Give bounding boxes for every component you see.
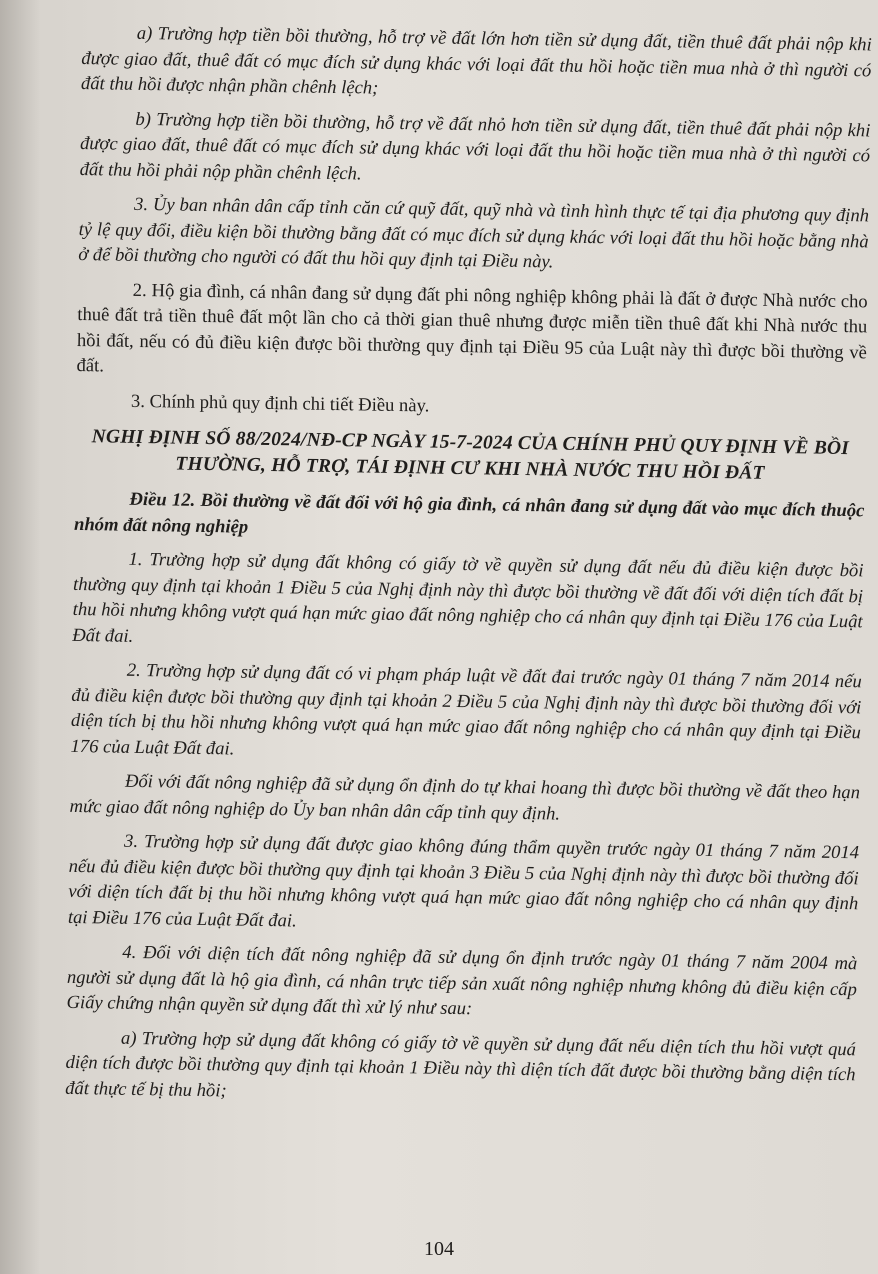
decree-heading: NGHỊ ĐỊNH SỐ 88/2024/NĐ-CP NGÀY 15-7-2024 CỦA CHÍNH PHỦ QUY ĐỊNH VỀ BỒI THƯỜNG, HỖ TRỢ, TÁI ĐỊNH CƯ KHI NHÀ NƯỚC THU HỒI ĐẤT xyxy=(91,426,850,484)
paragraph-3-government-detail: 3. Chính phủ quy định chi tiết Điều này. xyxy=(130,390,430,417)
clause-2-reclaimed-land: Đối với đất nông nghiệp đã sử dụng ổn định do tự khai hoang thì được bồi thường về đất theo hạn mức giao đất nông nghiệp do Ủy ban nhân dân cấp tỉnh quy định. xyxy=(69,770,861,825)
paragraph-2-non-agricultural-land: 2. Hộ gia đình, cá nhân đang sử dụng đất phi nông nghiệp không phải là đất ở được Nhà nước cho thuê đất trả tiền thuê đất một lần cho cả thời gian thuê nhưng được miễn tiền thuê đất khi Nhà nước thu hồi đất, nếu có đủ điều kiện được bồi thường quy định tại Điều 95 của Luật này thì được bồi thường về đất. xyxy=(76,279,868,377)
clause-1: 1. Trường hợp sử dụng đất không có giấy tờ về quyền sử dụng đất nếu đủ điều kiện được bồi thường quy định tại khoản 1 Điều 5 của Nghị định này thì được bồi thường về đất đối với diện tích đất bị thu hồi nhưng không vượt quá hạn mức giao đất nông nghiệp cho cá nhân quy định tại Điều 176 của Luật Đất đai. xyxy=(72,548,864,647)
paragraph-3-provincial-committee: 3. Ủy ban nhân dân cấp tỉnh căn cứ quỹ đất, quỹ nhà và tình hình thực tế tại địa phương quy định tỷ lệ quy đổi, điều kiện bồi thường bằng đất có mục đích sử dụng khác với loại đất thu hồi hoặc bằng nhà ở để bồi thường cho người có đất thu hồi quy định tại Điều này. xyxy=(78,193,870,273)
article-12-title: Điều 12. Bồi thường về đất đối với hộ gia đình, cá nhân đang sử dụng đất vào mục đích thuộc nhóm đất nông nghiệp xyxy=(73,488,865,538)
clause-4: 4. Đối với diện tích đất nông nghiệp đã sử dụng ổn định trước ngày 01 tháng 7 năm 2004 mà người sử dụng đất là hộ gia đình, cá nhân trực tiếp sản xuất nông nghiệp nhưng không đủ điều kiện cấp Giấy chứng nhận quyền sử dụng đất thì xử lý như sau: xyxy=(66,941,858,1020)
page-binding-shadow xyxy=(0,0,40,1274)
clause-3: 3. Trường hợp sử dụng đất được giao không đúng thẩm quyền trước ngày 01 tháng 7 năm 2014 nếu đủ điều kiện được bồi thường quy định tại khoản 3 Điều 5 của Nghị định này thì được bồi thường đối với diện tích đất bị thu hồi nhưng không vượt quá hạn mức giao đất nông nghiệp cho cá nhân quy định tại Điều 176 của Luật Đất đai. xyxy=(67,830,860,931)
page-number: 104 xyxy=(424,1238,454,1260)
paragraph-a-higher-compensation: a) Trường hợp tiền bồi thường, hỗ trợ về đất lớn hơn tiền sử dụng đất, tiền thuê đất phải nộp khi được giao đất, thuê đất có mục đích sử dụng khác với loại đất thu hồi hoặc tiền mua nhà ở thì người có đất thu hồi được nhận phần chênh lệch; xyxy=(80,22,872,99)
page-text-body xyxy=(65,20,872,1113)
clause-2: 2. Trường hợp sử dụng đất có vi phạm pháp luật về đất đai trước ngày 01 tháng 7 năm 2014 nếu đủ điều kiện được bồi thường quy định tại khoản 2 Điều 5 của Nghị định này thì được bồi thường đối với diện tích bị thu hồi nhưng không vượt quá hạn mức giao đất nông nghiệp cho cá nhân quy định tại Điều 176 của Luật Đất đai. xyxy=(70,659,862,759)
clause-4-point-a: a) Trường hợp sử dụng đất không có giấy tờ về quyền sử dụng đất nếu diện tích thu hồi vượt quá diện tích được bồi thường quy định tại khoản 1 Điều này thì diện tích đất được bồi thường bằng diện tích đất thực tế bị thu hồi; xyxy=(65,1027,857,1101)
paragraph-b-lower-compensation: b) Trường hợp tiền bồi thường, hỗ trợ về đất nhỏ hơn tiền sử dụng đất, tiền thuê đất phải nộp khi được giao đất, thuê đất có mục đích sử dụng khác với loại đất thu hồi hoặc tiền mua nhà ở thì người có đất thu hồi phải nộp phần chênh lệch. xyxy=(79,108,871,184)
